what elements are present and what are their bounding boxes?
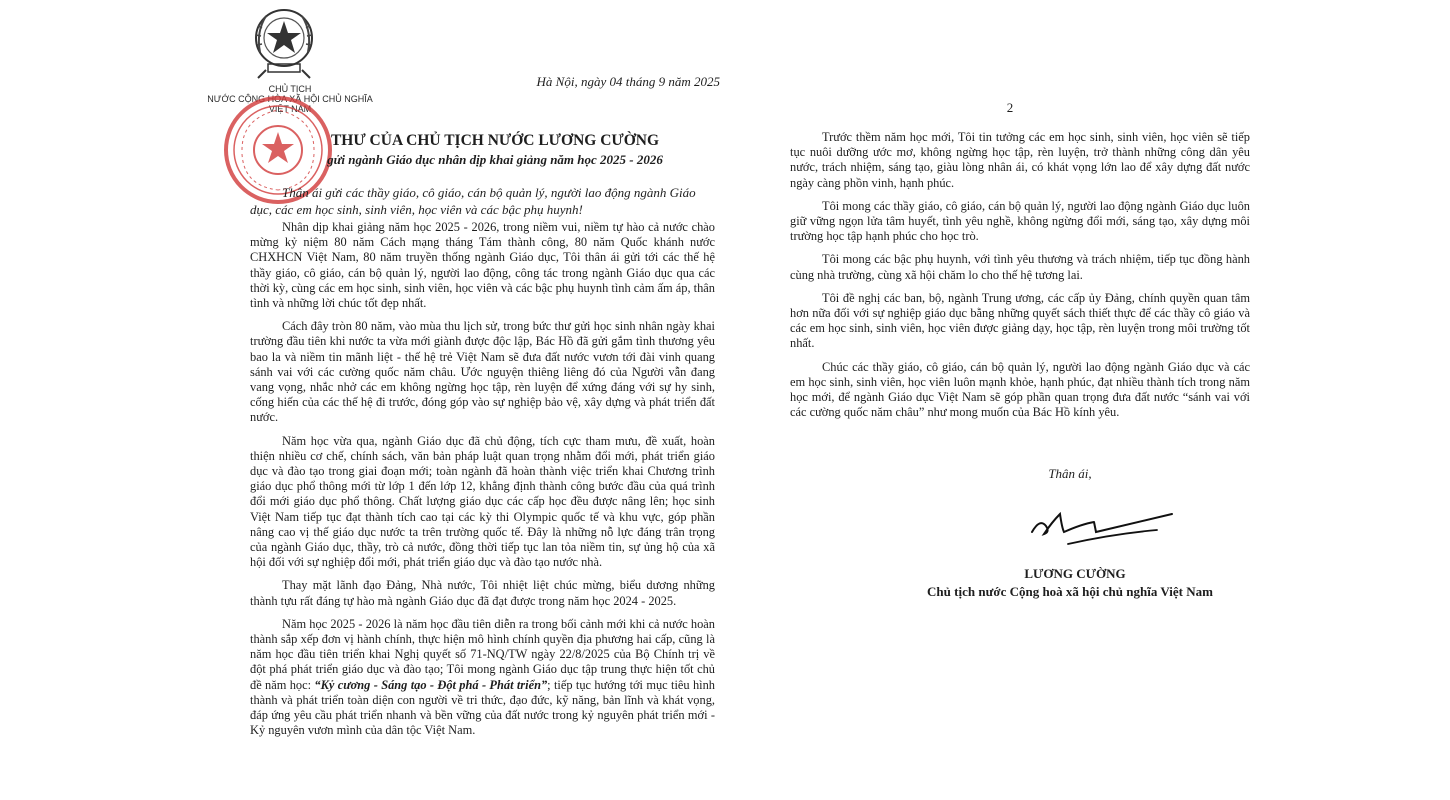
body-paragraph: Nhân dịp khai giảng năm học 2025 - 2026, trong niềm vui, niềm tự hào cả nước chào mừng kỷ niệm 80 năm Cách mạng tháng Tám thành công, 80 năm Quốc khánh nước CHXHCN Việt Nam, 80 năm truyền thống ngành Giáo dục, Tôi thân ái gửi tới các thế hệ thầy giáo, cô giáo, cán bộ quản lý, người lao động, công tác trong ngành Giáo dục qua các thời kỳ, cùng các em học sinh, sinh viên, học viên và các bậc phụ huynh tình cảm ấm áp, thân tình và những lời chúc tốt đẹp nhất.	[250, 220, 715, 311]
signature-icon	[1022, 500, 1182, 555]
letter-body-page-1	[250, 220, 715, 747]
letter-title: THƯ CỦA CHỦ TỊCH NƯỚC LƯƠNG CƯỜNG	[330, 132, 660, 149]
body-paragraph: Năm học vừa qua, ngành Giáo dục đã chủ động, tích cực tham mưu, đề xuất, hoàn thiện nhiều cơ chế, chính sách, văn bản pháp luật quan trọng nhằm đổi mới, phát triển giáo dục và đào tạo trong giai đoạn mới; toàn ngành đã hoàn thành việc triển khai Chương trình giáo dục phổ thông mới từ lớp 1 đến lớp 12, khẳng định thành công bước đầu của quá trình đổi mới giáo dục phổ thông. Chất lượng giáo dục các cấp học đều được nâng lên; học sinh Việt Nam tiếp tục đạt thành tích cao tại các kỳ thi Olympic quốc tế và khu vực, góp phần nâng cao vị thế giáo dục nước ta trên trường quốc tế. Đây là những nỗ lực đáng trân trọng của ngành Giáo dục, thầy, trò cả nước, đồng thời tiếp tục lan tỏa niềm tin, sự ủng hộ của xã hội đối với sự nghiệp đổi mới, phát triển giáo dục và đào tạo nước nhà.	[250, 433, 715, 570]
body-paragraph: Cách đây tròn 80 năm, vào mùa thu lịch sử, trong bức thư gửi học sinh nhân ngày khai trường đầu tiên khi nước ta vừa mới giành được độc lập, Bác Hồ đã gửi gắm tình thương yêu bao la và niềm tin mãnh liệt - thế hệ trẻ Việt Nam sẽ đưa đất nước vươn tới đài vinh quang sánh vai với các cường quốc năm châu. Ước nguyện thiêng liêng đó của Người vẫn đang vang vọng, nhắc nhở các em không ngừng học tập, rèn luyện để xứng đáng với sự hy sinh, cống hiến của các thế hệ đi trước, đóng góp vào sự nghiệp bảo vệ, xây dựng và phát triển đất nước.	[250, 319, 715, 425]
letter-date: Hà Nội, ngày 04 tháng 9 năm 2025	[536, 74, 720, 89]
issuer-title: CHỦ TỊCH	[268, 84, 312, 94]
body-paragraph-theme	[250, 617, 715, 739]
body-paragraph: Trước thềm năm học mới, Tôi tin tưởng các em học sinh, sinh viên, học viên sẽ tiếp tục nuôi dưỡng ước mơ, không ngừng học tập, rèn luyện, trở thành những công dân yêu nước, trách nhiệm, sáng tạo, giàu lòng nhân ái, có khát vọng lớn lao để xây dựng đất nước ngày càng phồn vinh, hạnh phúc.	[790, 130, 1250, 190]
issuer-country-2: VIỆT NAM	[268, 104, 312, 114]
letter-body-page-2	[790, 130, 1250, 428]
theme-trail-text: ; tiếp tục hướng tới mục tiêu hình thành và phát triển toàn diện con người về tri thức, đạo đức, kỹ năng, bản lĩnh và khát vọng, đáp ứng yêu cầu phát triển nhanh và bền vững của đất nước trong kỷ nguyên phát triển mới - Kỷ nguyên vươn mình của dân tộc Việt Nam.	[250, 677, 715, 738]
signer-name: LƯƠNG CƯỜNG	[1024, 566, 1126, 581]
letter-page-1	[200, 0, 720, 800]
letter-page-2	[760, 0, 1280, 800]
national-emblem-icon	[252, 4, 316, 82]
body-paragraph: Tôi mong các bậc phụ huynh, với tình yêu thương và trách nhiệm, tiếp tục đồng hành cùng nhà trường, cùng xã hội chăm lo cho thế hệ tương lai.	[790, 252, 1250, 282]
body-paragraph: Tôi đề nghị các ban, bộ, ngành Trung ương, các cấp ủy Đảng, chính quyền quan tâm hơn nữa đối với sự nghiệp giáo dục bằng những quyết sách thiết thực để các thầy cô giáo và các em học sinh, sinh viên, học viên được giảng dạy, học tập, rèn luyện trong môi trường tốt nhất.	[790, 290, 1250, 351]
letter-subtitle: gửi ngành Giáo dục nhân dịp khai giảng năm học 2025 - 2026	[327, 152, 663, 167]
body-paragraph: Thay mặt lãnh đạo Đảng, Nhà nước, Tôi nhiệt liệt chúc mừng, biểu dương những thành tựu rất đáng tự hào mà ngành Giáo dục đã đạt được trong năm học 2024 - 2025.	[250, 578, 715, 608]
school-year-theme: “Kỷ cương - Sáng tạo - Đột phá - Phát triển”	[314, 677, 548, 692]
body-paragraph: Chúc các thầy giáo, cô giáo, cán bộ quản lý, người lao động ngành Giáo dục và các em học sinh, sinh viên, học viên luôn mạnh khỏe, hạnh phúc, đạt nhiều thành tích trong năm học mới, để ngành Giáo dục Việt Nam sẽ góp phần quan trọng đưa đất nước “sánh vai với các cường quốc năm châu” như mong muốn của Bác Hồ kính yêu.	[790, 359, 1250, 420]
theme-lead-text: Năm học 2025 - 2026 là năm học đầu tiên diễn ra trong bối cảnh mới khi cả nước hoàn thành sắp xếp đơn vị hành chính, thực hiện mô hình chính quyền địa phương hai cấp, cũng là năm học đầu tiên triển khai Nghị quyết số 71-NQ/TW ngày 22/8/2025 của Bộ Chính trị về đột phá phát triển giáo dục và đào tạo; Tôi mong ngành Giáo dục tập trung thực hiện tốt chủ đề năm học:	[250, 616, 715, 692]
letter-greeting: Thân ái gửi các thầy giáo, cô giáo, cán bộ quản lý, người lao động ngành Giáo dục, các em học sinh, sinh viên, học viên và các bậc phụ huynh!	[250, 185, 696, 217]
signer-title: Chủ tịch nước Cộng hoà xã hội chủ nghĩa Việt Nam	[927, 584, 1213, 599]
closing-salutation: Thân ái,	[1048, 466, 1092, 481]
page-number: 2	[1006, 100, 1014, 115]
issuer-country: NƯỚC CỘNG HÒA XÃ HỘI CHỦ NGHĨA	[207, 94, 373, 104]
body-paragraph: Tôi mong các thầy giáo, cô giáo, cán bộ quản lý, người lao động ngành Giáo dục luôn giữ vững ngọn lửa tâm huyết, tình yêu nghề, không ngừng đổi mới, sáng tạo, xây dựng môi trường học tập hạnh phúc cho học trò.	[790, 198, 1250, 244]
